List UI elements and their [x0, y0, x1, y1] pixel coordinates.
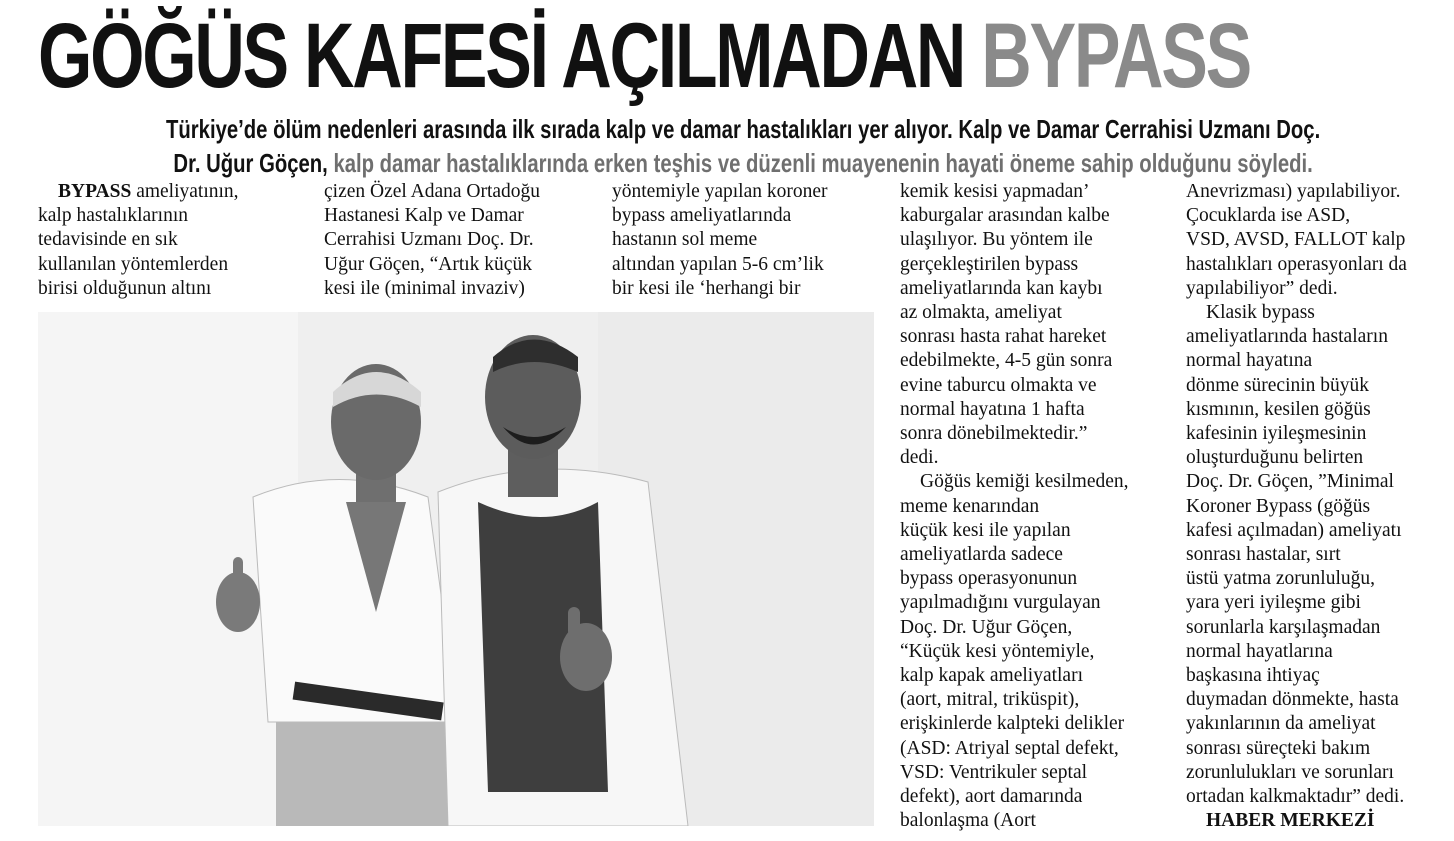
column-line: oluşturduğunu belirten [1186, 447, 1364, 469]
column-line: bypass operasyonunun [900, 568, 1078, 590]
column-line: ameliyatlarında kan kaybı [900, 277, 1103, 299]
column-line: kalp kapak ameliyatları [900, 665, 1084, 687]
column-line: zorunlulukları ve sorunları [1186, 761, 1394, 783]
column-line: Klasik bypass [1206, 302, 1315, 324]
column-line: Göğüs kemiği kesilmeden, [920, 471, 1129, 493]
column-line: VSD: Ventrikuler septal [900, 761, 1088, 783]
column-line: sonrası süreçteki bakım [1186, 737, 1371, 759]
column-line: Anevrizması) yapılabiliyor. [1186, 181, 1401, 202]
headline-main: GÖĞÜS KAFESİ AÇILMADAN [38, 5, 965, 107]
column-line: edebilmekte, 4-5 gün sonra [900, 350, 1113, 372]
column-line: dönme sürecinin büyük [1186, 374, 1370, 396]
column-line: normal hayatlarına [1186, 640, 1333, 662]
column-line: meme kenarından [900, 495, 1040, 517]
column-line: hastalıkları operasyonları da [1186, 253, 1407, 275]
column-line: başkasına ihtiyaç [1186, 665, 1320, 687]
column-line: dedi. [900, 447, 939, 469]
column-line: gerçekleştirilen bypass [900, 253, 1079, 275]
photo-illustration [38, 312, 874, 826]
column-line: normal hayatına [1186, 350, 1313, 372]
lead-word: BYPASS [58, 181, 132, 202]
column-line: çizen Özel Adana Ortadoğu [324, 181, 541, 202]
column-5 [1186, 180, 1407, 833]
column-4 [900, 180, 1129, 833]
column-line: üstü yatma zorunluluğu, [1186, 568, 1376, 590]
column-line: erişkinlerde kalpteki delikler [900, 713, 1125, 735]
column-line: normal hayatına 1 hafta [900, 398, 1085, 420]
column-line: kullanılan yöntemlerden [38, 253, 229, 275]
column-line: “Küçük kesi yöntemiyle, [900, 640, 1095, 662]
article-photo [38, 312, 874, 826]
column-line: tedavisinde en sık [38, 229, 178, 251]
headline-highlight: BYPASS [981, 5, 1250, 107]
column-line: sonra dönebilmektedir.” [900, 423, 1088, 445]
column-line: ortadan kalkmaktadır” dedi. [1186, 786, 1405, 808]
deck-line-1: Türkiye’de ölüm nedenleri arasında ilk sırada kalp ve damar hastalıkları yer alıyor. Kalp ve Damar Cerrahisi Uzmanı Doç. [166, 114, 1321, 144]
column-line: Çocuklarda ise ASD, [1186, 205, 1351, 227]
deck-line-2 [38, 146, 1448, 180]
column-line: kaburgalar arasından kalbe [900, 205, 1110, 227]
column-line: yapılmadığını vurgulayan [900, 592, 1101, 614]
column-line: kalp hastalıklarının [38, 205, 189, 227]
column-line: sonrası hastalar, sırt [1186, 544, 1341, 566]
column-line: birisi olduğunun altını [38, 277, 212, 299]
headline [38, 5, 1250, 107]
column-line: (aort, mitral, triküspit), [900, 689, 1080, 711]
column-line: balonlaşma (Aort [900, 810, 1036, 832]
column-line: altından yapılan 5-6 cm’lik [612, 253, 824, 275]
deck-line-2-rest: kalp damar hastalıklarında erken teşhis ve düzenli muayenenin hayati öneme sahip olduğunu söyledi. [333, 148, 1313, 178]
column-line: duymadan dönmekte, hasta [1186, 689, 1399, 711]
column-2 [324, 180, 540, 301]
column-line: sonrası hasta rahat hareket [900, 326, 1107, 348]
column-line: yakınlarının da ameliyat [1186, 713, 1376, 735]
column-line: Uğur Göçen, “Artık küçük [324, 253, 532, 275]
column-line: bir kesi ile ‘herhangi bir [612, 277, 801, 299]
column-line: yara yeri iyileşme gibi [1186, 592, 1361, 614]
column-line: kısmının, kesilen göğüs [1186, 398, 1371, 420]
column-line: (ASD: Atriyal septal defekt, [900, 737, 1119, 759]
column-line: kafesinin iyileşmesinin [1186, 423, 1367, 445]
column-3 [612, 180, 828, 301]
byline: HABER MERKEZİ [1206, 810, 1375, 832]
column-line: VSD, AVSD, FALLOT kalp [1186, 229, 1406, 251]
column-line: ulaşılıyor. Bu yöntem ile [900, 229, 1093, 251]
column-line: hastanın sol meme [612, 229, 758, 251]
column-line: yapılabiliyor” dedi. [1186, 277, 1338, 299]
column-line: bypass ameliyatlarında [612, 205, 792, 227]
column-line: küçük kesi ile yapılan [900, 519, 1071, 541]
column-1 [38, 180, 239, 301]
column-line: Hastanesi Kalp ve Damar [324, 205, 524, 227]
column-line: kemik kesisi yapmadan’ [900, 181, 1090, 202]
column-line: kafesi açılmadan) ameliyatı [1186, 519, 1402, 541]
column-line: Doç. Dr. Göçen, ”Minimal [1186, 471, 1394, 493]
column-line: evine taburcu olmakta ve [900, 374, 1097, 396]
column-line: BYPASS ameliyatının, [58, 181, 239, 202]
column-line: defekt), aort damarında [900, 786, 1083, 808]
column-line: Cerrahisi Uzmanı Doç. Dr. [324, 229, 534, 251]
column-line: ameliyatlarda sadece [900, 544, 1063, 566]
deck [38, 112, 1448, 180]
deck-doctor-name: Dr. Uğur Göçen, [173, 148, 328, 178]
column-line: sorunlarla karşılaşmadan [1186, 616, 1381, 638]
column-line: Koroner Bypass (göğüs [1186, 495, 1371, 517]
column-line: Doç. Dr. Uğur Göçen, [900, 616, 1073, 638]
column-line: ameliyatlarında hastaların [1186, 326, 1388, 348]
column-line: kesi ile (minimal invaziv) [324, 277, 525, 299]
column-line: az olmakta, ameliyat [900, 302, 1062, 324]
column-line: yöntemiyle yapılan koroner [612, 181, 828, 202]
